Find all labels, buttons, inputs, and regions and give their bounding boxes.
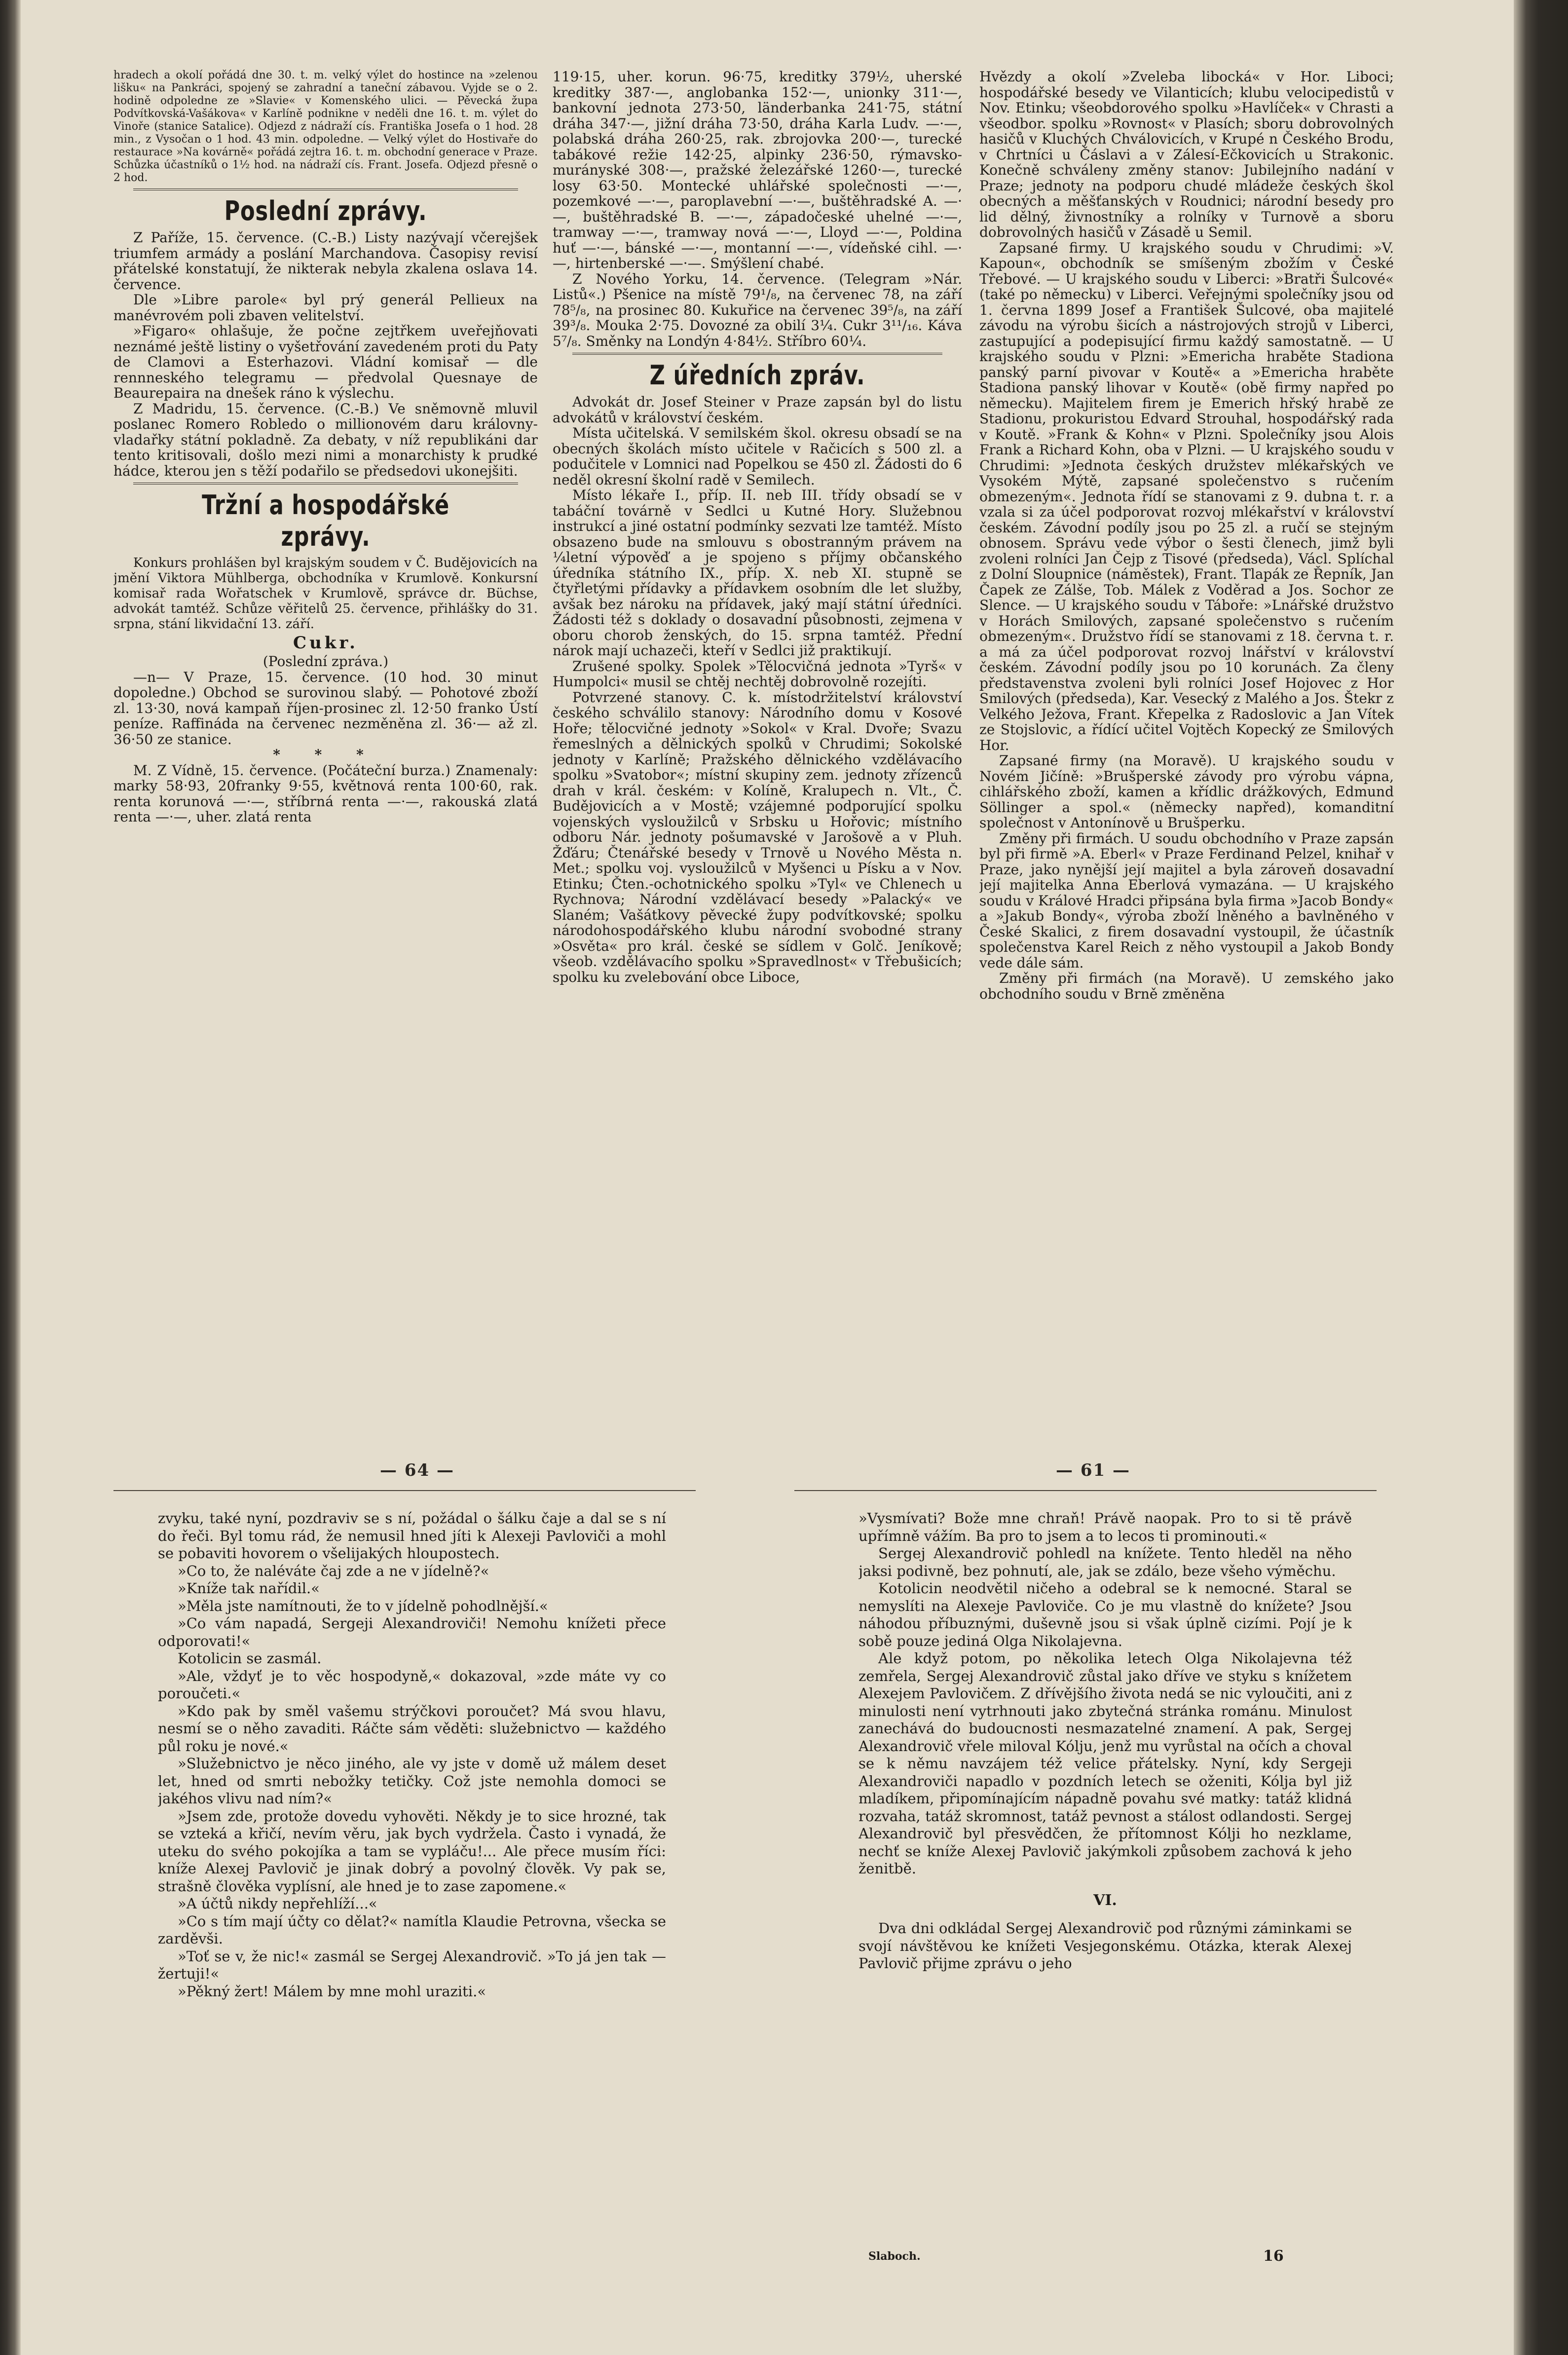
footer-signature: Slaboch. <box>868 2250 921 2263</box>
market-news-heading: Tržní a hospodářské zprávy. <box>202 489 449 552</box>
novel-dialogue: »Kníže tak nařídil.« <box>178 1580 320 1597</box>
footer-sheet-number: 16 <box>1263 2247 1284 2265</box>
section-divider <box>572 353 942 355</box>
novel-dialogue: »Pěkný žert! Málem by mne mohl uraziti.« <box>178 1982 486 2000</box>
sugar-subheading: (Poslední zpráva.) <box>262 653 389 670</box>
novel-dialogue: »Služebnictvo je něco jiného, ale vy jste v domě už málem deset let, hned od smrti nebožky tetičky. Což jste nemohla domoci se jakéhos vlivu nad ním?« <box>158 1755 666 1807</box>
intro-paragraph: hradech a okolí pořádá dne 30. t. m. velký výlet do hostince na »zelenou lišku« na Pankráci, spojený se zahradní a taneční zábavou. Vyjde se o 2. hodině odpoledne ze »Slavie« v Komenského ulici. — Pěvecká župa Podvítkovská-Vašákova« v Karlíně podnikne v neděli dne 16. t. m. výlet do Vinoře (stanice Satalice). Odjezd z nádraží cís. Františka Josefa o 1 hod. 28 min., z Vysočan o 1 hod. 43 min. odpoledne. — Velký výlet do Hostivaře do restaurace »Na kovárně« pořádá zejtra 16. t. m. obchodní generace v Praze. Schůzka účastníků o 1½ hod. na nádraží cís. Frant. Josefa. Odjezd přesně o 2 hod. <box>113 69 538 184</box>
news-madrid: Z Madridu, 15. července. (C.-B.) Ve sněmovně mluvil poslanec Romero Robledo o millionovém daru královny-vladařky státní pokladně. Za debaty, v níž republikáni dar tento kritisovali, došlo mezi nimi a monarchisty k prudké hádce, kterou jen s těží podařilo se předsedovi ukonejšiti. <box>113 400 538 479</box>
page-binding-edge-left <box>0 0 21 2355</box>
novel-paragraph: Sergej Alexandrovič pohledl na knížete. Tento hleděl na něho jaksi podivně, bez pohnutí, ale, jak se zdálo, beze všeho výměchu. <box>859 1545 1352 1579</box>
novel-dialogue: »Toť se v, že nic!« zasmál se Sergej Alexandrovič. »To já jen tak — žertuji!« <box>158 1947 666 1982</box>
novel-dialogue: »Ale, vždyť je to věc hospodyně,« dokazoval, »zde máte vy co poroučeti.« <box>158 1667 666 1702</box>
novel-dialogue: »Měla jste namítnouti, že to v jídelně pohodlnější.« <box>178 1597 548 1614</box>
novel-dialogue: »Kdo pak by směl vašemu strýčkovi poroučet? Má svou hlavu, nesmí se o něho zavaditi. Ráčte sám věděti: služebnictvo — každého půl roku je nové.« <box>158 1702 666 1755</box>
firm-changes: Změny při firmách. U soudu obchodního v Praze zapsán byl při firmě »A. Eberl« v Praze Ferdinand Pelzel, knihař v Praze, jako nynější její majitel a byla zároveň dosavadní její majitelka Anna Eberlová vymazána. — U krajského soudu v Králové Hradci připsána byla firma »Jacob Bondy« a »Jakub Bondy«, výroba zboží lněného a bavlněného v České Skalici, z firem dosavadní vystoupil, že účastník společenstva Karel Reich z něho vystoupil a Jakob Bondy vede dále sám. <box>979 830 1394 971</box>
novel-paragraph: »Vysmívati? Bože mne chraň! Právě naopak. Pro to si tě právě upřímně vážím. Ba pro to jsem a to lecos ti prominouti.« <box>859 1510 1352 1544</box>
latest-news-heading: Poslední zprávy. <box>224 195 427 226</box>
official-teachers: Místa učitelská. V semilském škol. okresu obsadí se na obecných školách místo učitele v Račicích s 500 zl. a podučitele v Lomnici nad Popelkou se 450 zl. Žádosti do 6 neděl okresní školní radě v Semilech. <box>553 425 962 488</box>
official-doctor: Místo lékaře I., příp. II. neb III. třídy obsadí se v tabáční továrně v Sedlci u Kutné Hory. Služebnou instrukcí a jiné ostatní podmínky sezvati lze tamtéž. Místo obsazeno bude na smlouvu s obostranným právem na ¼letní výpověď a je spojeno s příjmy občanského úředníka státního IX., příp. X. neb XI. stupně se čtyřletými přídavky a přídavkem osobním dle let služby, avšak bez nároku na přídavek, jaký mají státní úředníci. Žádosti též s doklady o dosavadní působnosti, zejmena v oboru chorob ženských, do 15. srpna tamtéž. Přední nárok mají uchazeči, kteří v Sedlci již praktikují. <box>553 487 962 659</box>
section-divider <box>133 188 518 190</box>
page-rule-right <box>794 1490 1377 1491</box>
novel-dialogue: »Jsem zde, protože dovedu vyhověti. Někdy je to sice hrozné, tak se vzteká a křičí, nevím věru, jak bych vydržela. Často i vynadá, že uteku do svého pokojíka a tam se vypláču!... Ale přece musím říci: kníže Alexej Pavlovič je jinak dobrý a povolný člověk. Vy pak se, strašně člověka vyplísní, ale hned je to zase zapomene.« <box>158 1807 666 1895</box>
news-paris: Z Paříže, 15. července. (C.-B.) Listy nazývají včerejšek triumfem armády a poslání Marchandova. Časopisy revisí přátelské konstatují, že nikterak nebyla zkalena oslava 14. července. <box>113 229 538 293</box>
page-rule-left <box>113 1490 696 1491</box>
top-left-column <box>113 69 538 1421</box>
top-right-column <box>979 69 1394 1421</box>
section-stars: * * * <box>273 747 378 763</box>
vienna-report: M. Z Vídně, 15. července. (Počáteční burza.) Znamenaly: marky 58·93, 20franky 9·55, květnová renta 100·60, rak. renta korunová —·—, stříbrná renta —·—, rakouská zlatá renta —·—, uher. zlatá renta <box>113 762 538 825</box>
news-libre-parole: Dle »Libre parole« byl prý generál Pellieux na manévrovém poli zbaven velitelství. <box>113 292 538 324</box>
novel-page-64 <box>158 1510 666 2230</box>
official-statutes: Potvrzené stanovy. C. k. místodržitelství království českého schválilo stanovy: Národního domu v Kosové Hoře; tělocvičné jednoty »Sokol« v Kral. Dvoře; Svazu řemeslných a dělnických spolků v Chrudimi; Sokolské jednoty v Karlíně; Pražského dělnického vzdělávacího spolku »Svatobor«; místní skupiny zem. jednoty zřízenců drah v král. českém: v Kolíně, Kralupech n. Vlt., Č. Budějovicích a v Mostě; vzájemné podporující spolku vojenských vysloužilců v Srbsku u Hořovic; místního odboru Nár. jednoty pošumavské v Jarošově a v Pluh. Žďáru; Čtenářské besedy v Trnově u Nového Města n. Met.; spolku voj. vysloužilců v Myšenci u Písku a v Nov. Etinku; Čten.-ochotnického spolku »Tyl« ve Chlenech u Rychnova; Národní vzdělávací besedy »Palacký« ve Slaném; Vašátkovy pěvecké župy podvítkovské; spolku národohospodářského klubu národní svobodné strany »Osvěta« pro král. české se sídlem v Golč. Jeníkově; všeob. vzdělávacího spolku »Spravedlnost« v Třebušicích; spolku ku zvelebování obce Liboce, <box>553 689 962 985</box>
stock-prices: 119·15, uher. korun. 96·75, kreditky 379½, uherské kreditky 387·—, anglobanka 152·—, unionky 311·—, bankovní jednota 273·50, länderbanka 241·75, státní dráha 347·—, jižní dráha 73·50, dráha Karla Ludv. —·—, polabská dráha 260·25, rak. zbrojovka 200·—, turecké tabákové režie 142·25, alpinky 236·50, rýmavsko-murányské 308·—, pražské železářské 1260·—, turecké losy 63·50. Montecké uhlářské společnosti —·—, pozemkové —·—, paroplavební —·—, buštěhradské A. —·—, buštěhradské B. —·—, západočeské uhelné —·—, tramway —·—, tramway nová —·—, Lloyd —·—, Poldina huť —·—, bánské —·—, montanní —·—, vídeňské cihl. —·—, hirtenberské —·—. Smýšlení chabé. <box>553 69 962 271</box>
novel-dialogue: »Co s tím mají účty co dělat?« namítla Klaudie Petrovna, všecka se zarděvši. <box>158 1912 666 1947</box>
official-news-heading: Z úředních zpráv. <box>649 360 865 391</box>
firm-changes-moravia: Změny při firmách (na Moravě). U zemského jako obchodního soudu v Brně změněna <box>979 970 1394 1002</box>
top-middle-column <box>553 69 962 1421</box>
section-divider <box>133 483 518 485</box>
statutes-continued: Hvězdy a okolí »Zveleba libocká« v Hor. Liboci; hospodářské besedy ve Vilanticích; klubu velocipedistů v Nov. Etinku; všeobdorového spolku »Havlíček« v Chrasti a všeodbor. spolku »Rovnost« v Plasích; sboru dobrovolných hasičů v Kluchých Chválovicích, v Krupé n Českého Brodu, v Chrtníci u Čáslavi a v Zálesí-Ečkovicích u Strakonic. Konečně schváleny změny stanov: Jubilejního nadání v Praze; jednoty na podporu chudé mládeže českých škol obecných a měšťanských v Roudnici; národní besedy pro lid dělný, živnostníky a rolníky v Turnově a sboru dobrovolných hasičů v Zásadě u Semil. <box>979 69 1394 240</box>
market-konkurs: Konkurs prohlášen byl krajským soudem v Č. Budějovicích na jmění Viktora Mühlberga, obchodníka v Krumlově. Konkursní komisař rada Wořatschek v Krumlově, správce dr. Büchse, advokát tamtéž. Schůze věřitelů 25. července, přihlášky do 31. srpna, stání likvidační 13. září. <box>113 556 538 632</box>
novel-paragraph: zvyku, také nyní, pozdraviv se s ní, požádal o šálku čaje a dal se s ní do řeči. Byl tomu rád, že nemusil hned jíti k Alexeji Pavloviči a mohl se pobaviti hovorem o všelijakých hloupostech. <box>158 1510 666 1562</box>
new-york-report: Z Nového Yorku, 14. července. (Telegram »Nár. Listů«.) Pšenice na místě 79¹/₈, na červenec 78, na září 78⁵/₈, na prosinec 80. Kukuřice na červenec 39⁵/₈, na září 39³/₈. Mouka 2·75. Dovozné za obilí 3¼. Cukr 3¹¹/₁₆. Káva 5⁷/₈. Směnky na Londýn 4·84½. Stříbro 60¼. <box>553 270 962 349</box>
sugar-report: —n— V Praze, 15. července. (10 hod. 30 minut dopoledne.) Obchod se surovinou slabý. — Pohotové zboží zl. 13·30, nová kampaň říjen-prosinec zl. 12·50 franko Ústí peníze. Raffináda na červenec nezměněna zl. 36·— až zl. 36·50 ze stanice. <box>113 669 538 748</box>
news-figaro: »Figaro« ohlašuje, že počne zejtřkem uveřejňovati neznámé ještě listiny o vyšetřování zavedeném proti du Paty de Clamovi a Esterhazovi. Vládní komisař — dle rennneského telegramu — předvolal Quesnaye de Beaurepaira na dnešek ráno k výslechu. <box>113 323 538 401</box>
registered-firms: Zapsané firmy. U krajského soudu v Chrudimi: »V. Kapoun«, obchodník se smíšeným zbožím v České Třebové. — U krajského soudu v Liberci: »Bratři Šulcové« (také po německu) v Liberci. Veřejnými společníky jsou od 1. června 1899 Josef a František Šulcové, oba majitelé závodu na výrobu šicích a nástrojových strojů v Liberci, zastupující a podepisující firmu každý samostatně. — U krajského soudu v Plzni: »Emericha hraběte Stadiona panský parní pivovar v Koutě« a »Emericha hraběte Stadiona panský lihovar v Koutě« (obě firmy napřed po německu). Majitelem firem je Emerich hřský hrabě ze Stadionu, prokuristou Edvard Strouhal, hospodářský rada v Koutě. »Frank & Kohn« v Plzni. Společníky jsou Alois Frank a Richard Kohn, oba v Plzni. — U krajského soudu v Chrudimi: »Jednota českých družstev mlékařských ve Vysokém Mýtě, zapsané společenstvo s ručením obmezeným«. Jednota řídí se stanovami z 9. dubna t. r. a vzala si za účel podporovat rozvoj mlékařství v království českém. Závodní podíly jsou po 25 zl. a ručí se stejným obnosem. Správu vede výbor o šesti členech, jimž byli zvoleni rolníci Jan Čejp z Tisové (předseda), Václ. Splíchal z Dolní Sloupnice (náměstek), Frant. Tlapák ze Řepník, Jan Čapek ze Zálše, Tob. Málek z Voděrad a Jos. Sochor ze Slence. — U krajského soudu v Táboře: »Lnářské družstvo v Horách Smilových, zapsané společenstvo s ručením obmezeným«. Družstvo řídí se stanovami z 18. června t. r. a má za účel podporovat rozvoj lnářství v království českém. Závodní podíly jsou po 10 korunách. Za členy představenstva zvoleni byli rolníci Josef Hojovec z Hor Smilových (předseda), Kar. Vesecký z Malého a Jos. Štekr z Velkého Ježova, Frant. Křepelka z Radoslovic a Jan Vítek ze Stojslovic, a řídící učitel Vojtěch Kopecký ze Smilových Hor. <box>979 239 1394 753</box>
official-advocate: Advokát dr. Josef Steiner v Praze zapsán byl do listu advokátů v království českém. <box>553 394 962 426</box>
novel-paragraph: Ale když potom, po několika letech Olga Nikolajevna též zemřela, Sergej Alexandrovič zůstal jako dříve ve styku s knížetem Alexejem Pavlovičem. Z dřívějšího života nedá se nic vyloučiti, ani z minulosti není vytrhnouti jako zbytečná stránka románu. Minulost zanechává do budoucnosti nesmazatelné znamení. A pak, Sergej Alexandrovič vřele miloval Kólju, jenž mu vyrůstal na očích a choval se k němu navzájem též velice přátelsky. Nyní, kdy Sergeji Alexandroviči napadlo v pozdních letech se oženiti, Kólja byl již mladíkem, připomínajícím nápadně povahu své matky: tatáž klidná rozvaha, tatáž skromnost, tatáž pevnost a stálost odlandosti. Sergej Alexandrovič byl přesvědčen, že přítomnost Kólji ho nezklame, nechť se kníže Alexej Pavlovič jakýmkoli způsobem zachová k jeho ženitbě. <box>859 1650 1352 1877</box>
novel-dialogue: »Co vám napadá, Sergeji Alexandroviči! Nemohu knížeti přece odporovati!« <box>158 1615 666 1649</box>
novel-dialogue: Kotolicin se zasmál. <box>178 1650 322 1667</box>
novel-page-61 <box>859 1510 1352 2240</box>
page-number-left: — 64 — <box>380 1460 454 1480</box>
page-scan-edge-right <box>1514 0 1568 2355</box>
novel-dialogue: »Co to, že naléváte čaj zde a ne v jídelně?« <box>178 1562 489 1579</box>
official-dissolved-clubs: Zrušené spolky. Spolek »Tělocvičná jednota »Tyrš« v Humpolci« musil se chtěj nechtěj dobrovolně rozejíti. <box>553 658 962 690</box>
page-number-right: — 61 — <box>1056 1460 1130 1480</box>
sugar-heading: Cukr. <box>293 633 358 653</box>
chapter-number: VI. <box>1093 1891 1117 1909</box>
novel-paragraph: Kotolicin neodvětil ničeho a odebral se k nemocné. Staral se nemyslíti na Alexeje Pavloviče. Co je mu vlastně do knížete? Jsou náhodou příbuznými, duševně jsou si však úplně cizími. Pojí je k sobě pouze jediná Olga Nikolajevna. <box>859 1580 1352 1649</box>
novel-dialogue: »A účtů nikdy nepřehlíží...« <box>178 1895 377 1912</box>
registered-firms-moravia: Zapsané firmy (na Moravě). U krajského soudu v Novém Jičíně: »Brušperské závody pro výrobu vápna, cihlářského zboží, kamen a křídlic drážkových, Edmund Söllinger a spol.« (německy napřed), komanditní společnost v Antonínově u Brušperku. <box>979 752 1394 831</box>
novel-paragraph: Dva dni odkládal Sergej Alexandrovič pod různými záminkami se svojí návštěvou ke knížeti Vesjegonskému. Otázka, kterak Alexej Pavlovič přijme zprávu o jeho <box>859 1920 1352 1972</box>
